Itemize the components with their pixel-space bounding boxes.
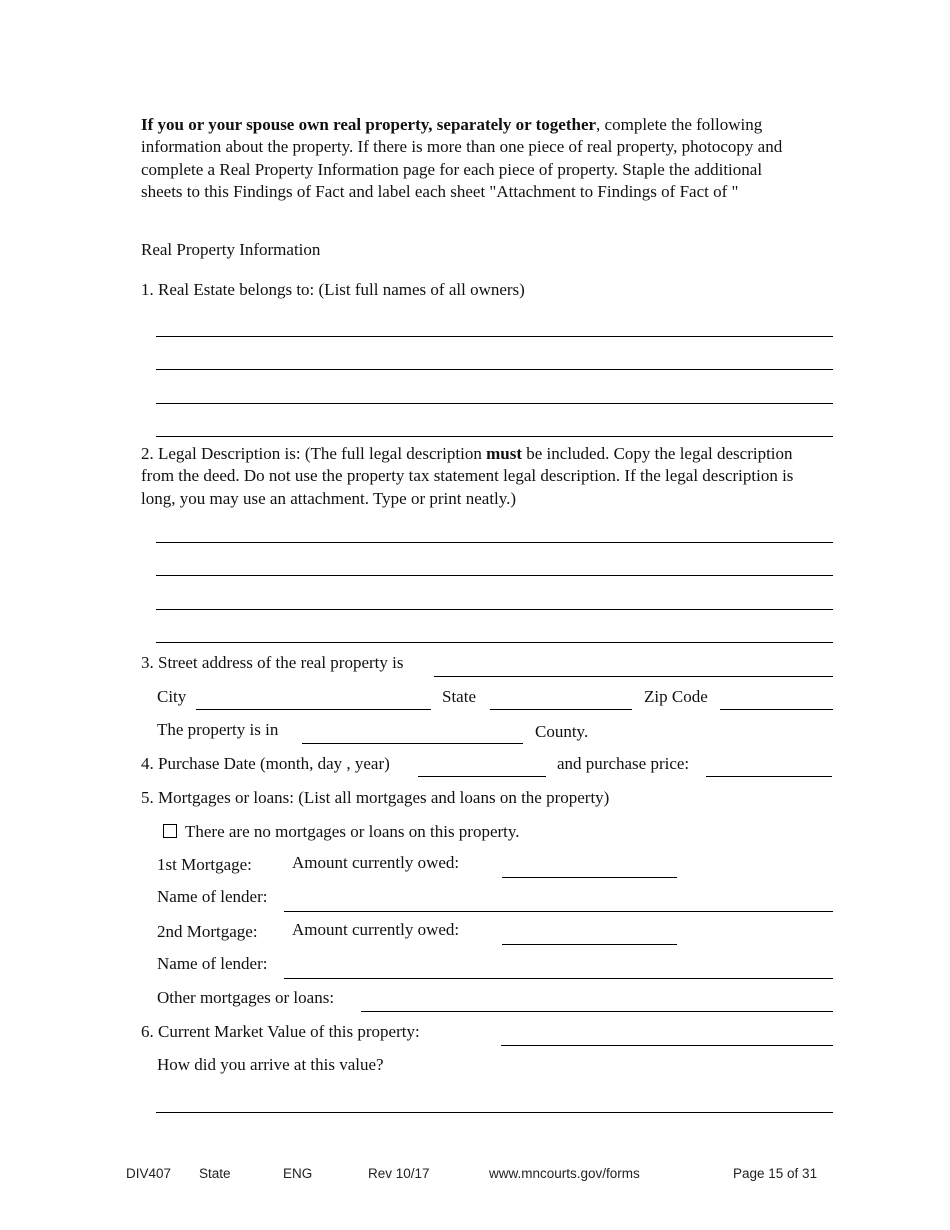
footer-state: State [199,1166,231,1181]
owners-line-2[interactable] [156,369,833,370]
second-amount-label: Amount currently owed: [292,920,460,939]
footer-rev: Rev 10/17 [368,1166,430,1181]
first-amount-label: Amount currently owed: [292,853,460,872]
second-mortgage-label: 2nd Mortgage: [157,922,258,941]
second-lender-label: Name of lender: [157,954,268,973]
zip-field[interactable] [720,709,833,710]
intro-line-4: sheets to this Findings of Fact and label each sheet "Attachment to Findings of Fact of " [141,181,739,201]
footer-url[interactable]: www.mncourts.gov/forms [489,1166,640,1181]
q5-label: 5. Mortgages or loans: (List all mortgages and loans on the property) [141,788,610,807]
how-arrived-label: How did you arrive at this value? [157,1055,384,1074]
q4-label: 4. Purchase Date (month, day , year) [141,754,390,773]
second-amount-field[interactable] [502,944,677,945]
q6-label: 6. Current Market Value of this property: [141,1022,420,1041]
q2-part-1: 2. Legal Description is: (The full legal description [141,444,487,463]
owners-line-3[interactable] [156,403,833,404]
city-label: City [157,687,187,706]
other-mortgages-field[interactable] [361,1011,833,1012]
q1-label: 1. Real Estate belongs to: (List full names of all owners) [141,280,525,299]
county-suffix: County. [535,722,589,741]
market-value-field[interactable] [501,1045,833,1046]
owners-line-1[interactable] [156,336,833,337]
legal-description-line-2[interactable] [156,575,833,576]
state-field[interactable] [490,709,632,710]
city-field[interactable] [196,709,431,710]
intro-line-2: information about the property. If there is more than one piece of real property, photocopy and [141,137,783,157]
section-title: Real Property Information [141,240,321,259]
county-prefix: The property is in [157,720,279,739]
street-address-field[interactable] [434,676,833,677]
q2-line-1 [141,443,831,465]
purchase-date-field[interactable] [418,776,546,777]
purchase-price-field[interactable] [706,776,832,777]
q2-label [141,443,831,510]
zip-label: Zip Code [644,687,708,706]
no-mortgage-checkbox[interactable] [163,824,177,838]
second-lender-field[interactable] [284,978,833,979]
q2-line-2: from the deed. Do not use the property tax statement legal description. If the legal description is [141,466,794,486]
owners-line-4[interactable] [156,436,833,437]
legal-description-line-1[interactable] [156,542,833,543]
q3-label: 3. Street address of the real property is [141,653,404,672]
legal-description-line-3[interactable] [156,609,833,610]
intro-line-3: complete a Real Property Information page for each piece of property. Staple the additional [141,159,763,179]
first-lender-label: Name of lender: [157,887,268,906]
first-lender-field[interactable] [284,911,833,912]
county-field[interactable] [302,743,523,744]
no-mortgage-label: There are no mortgages or loans on this property. [185,822,520,841]
legal-description-line-4[interactable] [156,642,833,643]
first-mortgage-label: 1st Mortgage: [157,855,252,874]
q2-line-3: long, you may use an attachment. Type or print neatly.) [141,488,517,508]
q2-must: must [486,444,523,463]
first-amount-field[interactable] [502,877,677,878]
intro-bold-lead: If you or your spouse own real property, separately or together [141,115,597,134]
state-label: State [442,687,476,706]
purchase-price-label: and purchase price: [557,754,690,773]
intro-line-1 [141,114,831,136]
other-mortgages-label: Other mortgages or loans: [157,988,335,1007]
footer-page: Page 15 of 31 [733,1166,818,1181]
footer-lang: ENG [283,1166,313,1181]
how-arrived-field[interactable] [156,1112,833,1113]
intro-paragraph [141,114,831,203]
q2-part-2: be included. Copy the legal description [522,444,793,463]
intro-line-1-rest: , complete the following [596,115,763,134]
footer-form-id: DIV407 [126,1166,172,1181]
